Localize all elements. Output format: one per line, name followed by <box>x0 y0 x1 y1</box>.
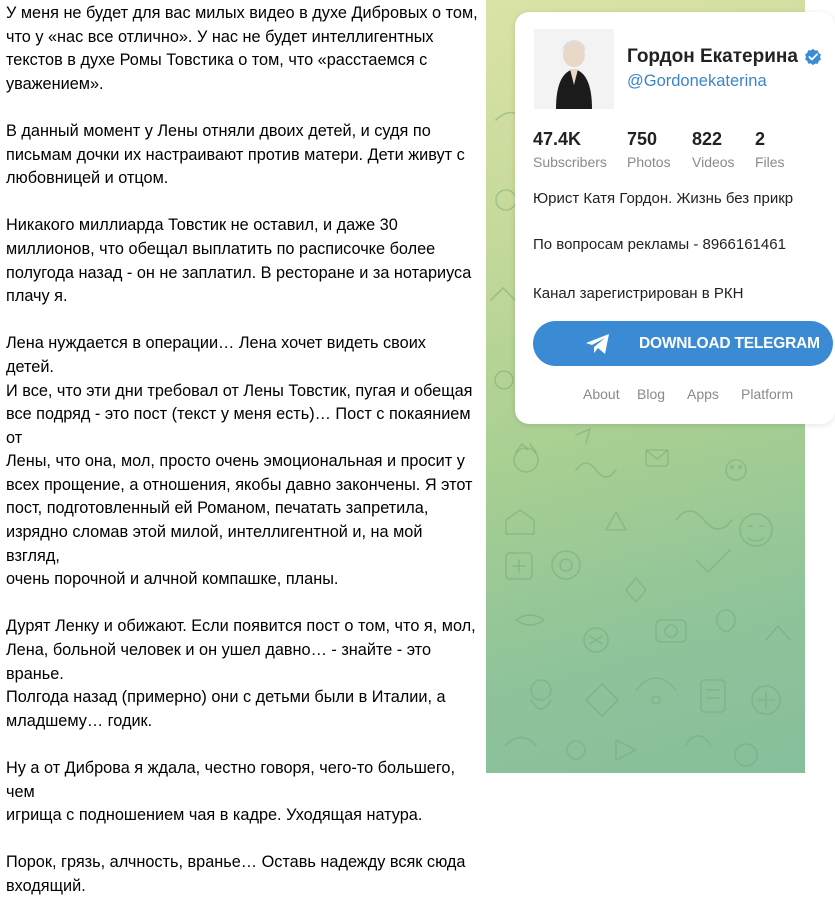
stat-subscribers <box>533 128 627 172</box>
channel-name <box>627 46 822 68</box>
download-telegram-button[interactable] <box>533 321 833 366</box>
stat-videos <box>692 128 755 172</box>
stat-value: 2 <box>755 129 766 149</box>
post-paragraph: Дурят Ленку и обижают. Если появится пост о том, что я, мол, Лена, больной человек и он ушел давно… - знайте - это вранье. Полгода назад (примерно) они с детьми были в Италии, а младшему… годик. <box>6 617 476 730</box>
post-paragraph: У меня не будет для вас милых видео в духе Дибровых о том, что у «нас все отлично». У нас не будет интеллигентных текстов в духе Ромы Товстика о том, что «расстаемся с уважением». <box>6 4 478 93</box>
channel-handle[interactable]: @Gordonekaterina <box>627 72 767 90</box>
stat-photos <box>627 128 692 172</box>
post-paragraph: Никакого миллиарда Товстик не оставил, и даже 30 миллионов, что обещал выплатить по расписочке более полугода назад - он не заплатил. В ресторане и за нотариуса плачу я. <box>6 216 472 306</box>
verified-badge-icon <box>804 48 822 66</box>
channel-ad-contact: По вопросам рекламы - 8966161461 <box>533 236 786 253</box>
post-paragraph: В данный момент у Лены отняли двоих детей, и судя по письмам дочки их настраивают против матери. Дети живут с любовницей и отцом. <box>6 121 465 188</box>
post-paragraph: Порок, грязь, алчность, вранье… Оставь надежду всяк сюда входящий. <box>6 853 466 895</box>
footer-link-apps[interactable]: Apps <box>687 386 719 402</box>
post-paragraph: Ну а от Диброва я ждала, честно говоря, чего-то большего, чем игрища с подношением чая в кадре. Уходящая натура. <box>6 759 455 825</box>
stat-label: Photos <box>627 154 671 170</box>
stat-value: 750 <box>627 129 658 149</box>
footer-link-blog[interactable]: Blog <box>637 386 666 402</box>
footer-link-platform[interactable]: Platform <box>741 386 794 402</box>
stat-files <box>755 128 805 172</box>
channel-avatar[interactable] <box>534 29 614 109</box>
avatar-portrait-icon <box>534 29 614 109</box>
stat-label: Videos <box>692 154 735 170</box>
channel-name-text: Гордон Екатерина <box>627 46 798 67</box>
download-button-label: DOWNLOAD TELEGRAM <box>639 334 820 352</box>
stat-label: Files <box>755 154 785 170</box>
telegram-plane-icon <box>585 333 611 355</box>
channel-stats <box>533 128 805 172</box>
footer-link-about[interactable]: About <box>583 386 620 402</box>
channel-card <box>515 12 835 424</box>
stat-value: 47.4K <box>533 129 582 149</box>
stat-value: 822 <box>692 129 723 149</box>
footer-links <box>583 386 811 402</box>
channel-registration-note: Канал зарегистрирован в РКН <box>533 285 744 302</box>
channel-description: Юрист Катя Гордон. Жизнь без прикр <box>533 190 794 207</box>
stat-label: Subscribers <box>533 154 607 170</box>
post-paragraph: Лена нуждается в операции… Лена хочет видеть своих детей. И все, что эти дни требовал от Лены Товстик, пугая и обещая все подряд - это пост (текст у меня есть)… Пост с покаянием от Лены, что она, мол, просто очень эмоциональная и просит у всех прощение, а отношения, якобы давно закончены. Я этот пост, подготовленный ей Романом, печатать запретила, изрядно сломав этой милой, интеллигентной и, на мой взгляд, очень порочной и алчной компашке, планы. <box>6 334 473 589</box>
